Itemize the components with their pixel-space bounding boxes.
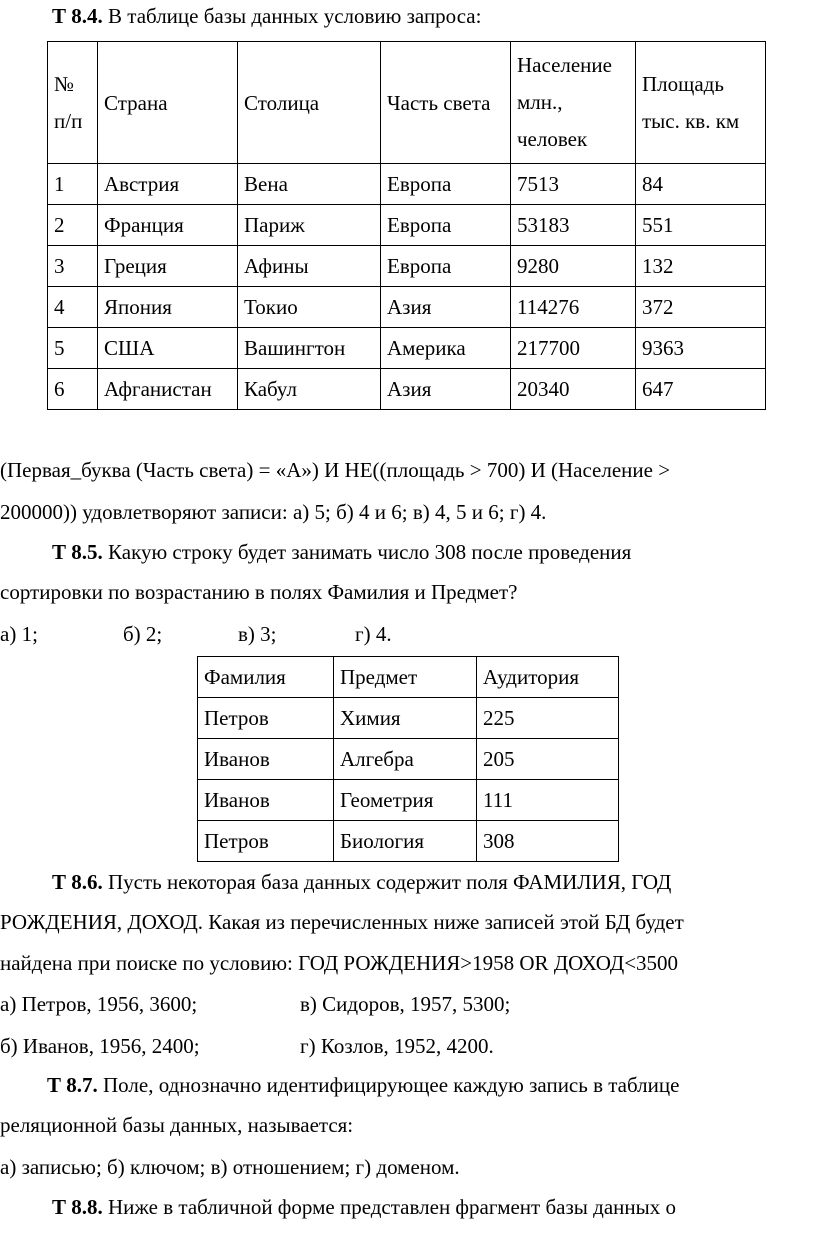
table-row	[48, 369, 766, 410]
t87-line3: а) записью; б) ключом; в) отношением; г) доменом.	[0, 1155, 460, 1179]
header-surname: Фамилия	[198, 657, 334, 698]
header-num	[48, 42, 98, 164]
table-cell: Афганистан	[98, 369, 238, 410]
table-cell: Париж	[238, 205, 381, 246]
t85-option-b: б) 2;	[123, 622, 163, 646]
t84-title-text: В таблице базы данных условию запроса:	[102, 4, 482, 28]
text-fragment: Население	[517, 53, 612, 77]
text-fragment: Ниже в табличной форме представлен фрагмент базы данных о	[102, 1195, 676, 1219]
table-cell: 53183	[511, 205, 636, 246]
t85-line2: сортировки по возрастанию в полях Фамилия и Предмет?	[0, 580, 518, 604]
t85-option-g: г) 4.	[355, 622, 392, 646]
t86-option-v: в) Сидоров, 1957, 5300;	[300, 992, 511, 1016]
table-cell: 225	[477, 698, 619, 739]
table-cell: 111	[477, 780, 619, 821]
table-cell: Австрия	[98, 164, 238, 205]
table-cell: 308	[477, 821, 619, 862]
text-fragment: №	[54, 71, 75, 96]
table-cell: Химия	[334, 698, 477, 739]
table-row	[48, 287, 766, 328]
text-fragment: п/п	[54, 108, 83, 133]
table-cell: Геометрия	[334, 780, 477, 821]
t85-label: Т 8.5.	[52, 540, 103, 564]
text-fragment: млн.,	[517, 90, 563, 114]
t86-option-b: б) Иванов, 1956, 2400;	[0, 1034, 200, 1058]
t87-line1	[47, 1073, 679, 1097]
t86-line1	[52, 870, 671, 894]
table-cell: 5	[48, 328, 98, 369]
t85-line1	[52, 540, 631, 564]
table-cell: 205	[477, 739, 619, 780]
table-row	[198, 780, 619, 821]
t87-line2: реляционной базы данных, называется:	[0, 1113, 354, 1137]
table-cell: Греция	[98, 246, 238, 287]
table-row	[48, 246, 766, 287]
table-cell: Франция	[98, 205, 238, 246]
table-cell: Афины	[238, 246, 381, 287]
table-cell: Америка	[381, 328, 511, 369]
t86-line3: найдена при поиске по условию: ГОД РОЖДЕНИЯ>1958 OR ДОХОД<3500	[0, 951, 679, 975]
text-fragment: тыс. кв. км	[642, 108, 740, 133]
table-cell: Иванов	[198, 739, 334, 780]
text-fragment: человек	[517, 127, 588, 151]
table-cell: 372	[636, 287, 766, 328]
table-cell: Европа	[381, 205, 511, 246]
table-cell: Европа	[381, 164, 511, 205]
table-cell: Биология	[334, 821, 477, 862]
table-cell: Иванов	[198, 780, 334, 821]
table-cell: Алгебра	[334, 739, 477, 780]
table-cell: Вашингтон	[238, 328, 381, 369]
t86-option-a: а) Петров, 1956, 3600;	[0, 992, 198, 1016]
text-fragment: Какую строку будет занимать число 308 после проведения	[102, 540, 632, 564]
table-row	[198, 739, 619, 780]
table-cell: 7513	[511, 164, 636, 205]
table-cell: Токио	[238, 287, 381, 328]
t86-line2: РОЖДЕНИЯ, ДОХОД. Какая из перечисленных ниже записей этой БД будет	[0, 910, 684, 934]
header-country: Страна	[98, 42, 238, 164]
t86-option-g: г) Козлов, 1952, 4200.	[300, 1034, 494, 1058]
t87-label: Т 8.7.	[47, 1073, 98, 1097]
table-cell: Петров	[198, 698, 334, 739]
header-part: Часть света	[381, 42, 511, 164]
table-row	[48, 205, 766, 246]
t85-option-v: в) 3;	[238, 622, 277, 646]
table-cell: Япония	[98, 287, 238, 328]
table-cell: 1	[48, 164, 98, 205]
table-cell: 132	[636, 246, 766, 287]
t85-option-a: а) 1;	[0, 622, 38, 646]
header-subject: Предмет	[334, 657, 477, 698]
countries-table	[47, 41, 766, 410]
table-cell: 3	[48, 246, 98, 287]
t88-line1	[52, 1195, 676, 1219]
table-cell: Вена	[238, 164, 381, 205]
students-header-row	[198, 657, 619, 698]
t88-label: Т 8.8.	[52, 1195, 103, 1219]
table-cell: 6	[48, 369, 98, 410]
countries-header-row	[48, 42, 766, 164]
table-row	[198, 698, 619, 739]
table-cell: Азия	[381, 369, 511, 410]
students-table	[197, 656, 619, 862]
t84-condition-line2: 200000)) удовлетворяют записи: а) 5; б) 4 и 6; в) 4, 5 и 6; г) 4.	[0, 500, 547, 524]
table-cell: 9280	[511, 246, 636, 287]
text-fragment: Поле, однозначно идентифицирующее каждую запись в таблице	[97, 1073, 680, 1097]
header-room: Аудитория	[477, 657, 619, 698]
text-fragment: Площадь	[642, 71, 724, 96]
text-fragment: Пусть некоторая база данных содержит поля ФАМИЛИЯ, ГОД	[102, 870, 672, 894]
header-capital: Столица	[238, 42, 381, 164]
table-cell: 9363	[636, 328, 766, 369]
table-cell: Кабул	[238, 369, 381, 410]
header-area	[636, 42, 766, 164]
header-population	[511, 42, 636, 164]
table-row	[198, 821, 619, 862]
table-cell: Петров	[198, 821, 334, 862]
table-cell: 4	[48, 287, 98, 328]
t86-label: Т 8.6.	[52, 870, 103, 894]
table-cell: 217700	[511, 328, 636, 369]
table-cell: 84	[636, 164, 766, 205]
table-cell: 551	[636, 205, 766, 246]
table-cell: 20340	[511, 369, 636, 410]
t84-label: Т 8.4.	[52, 4, 103, 28]
table-cell: 114276	[511, 287, 636, 328]
table-cell: Азия	[381, 287, 511, 328]
table-row	[48, 164, 766, 205]
table-cell: Европа	[381, 246, 511, 287]
table-cell: 647	[636, 369, 766, 410]
t84-title	[52, 4, 481, 28]
t84-condition-line1: (Первая_буква (Часть света) = «А») И НЕ((площадь > 700) И (Население >	[0, 458, 671, 482]
table-cell: 2	[48, 205, 98, 246]
table-cell: США	[98, 328, 238, 369]
table-row	[48, 328, 766, 369]
